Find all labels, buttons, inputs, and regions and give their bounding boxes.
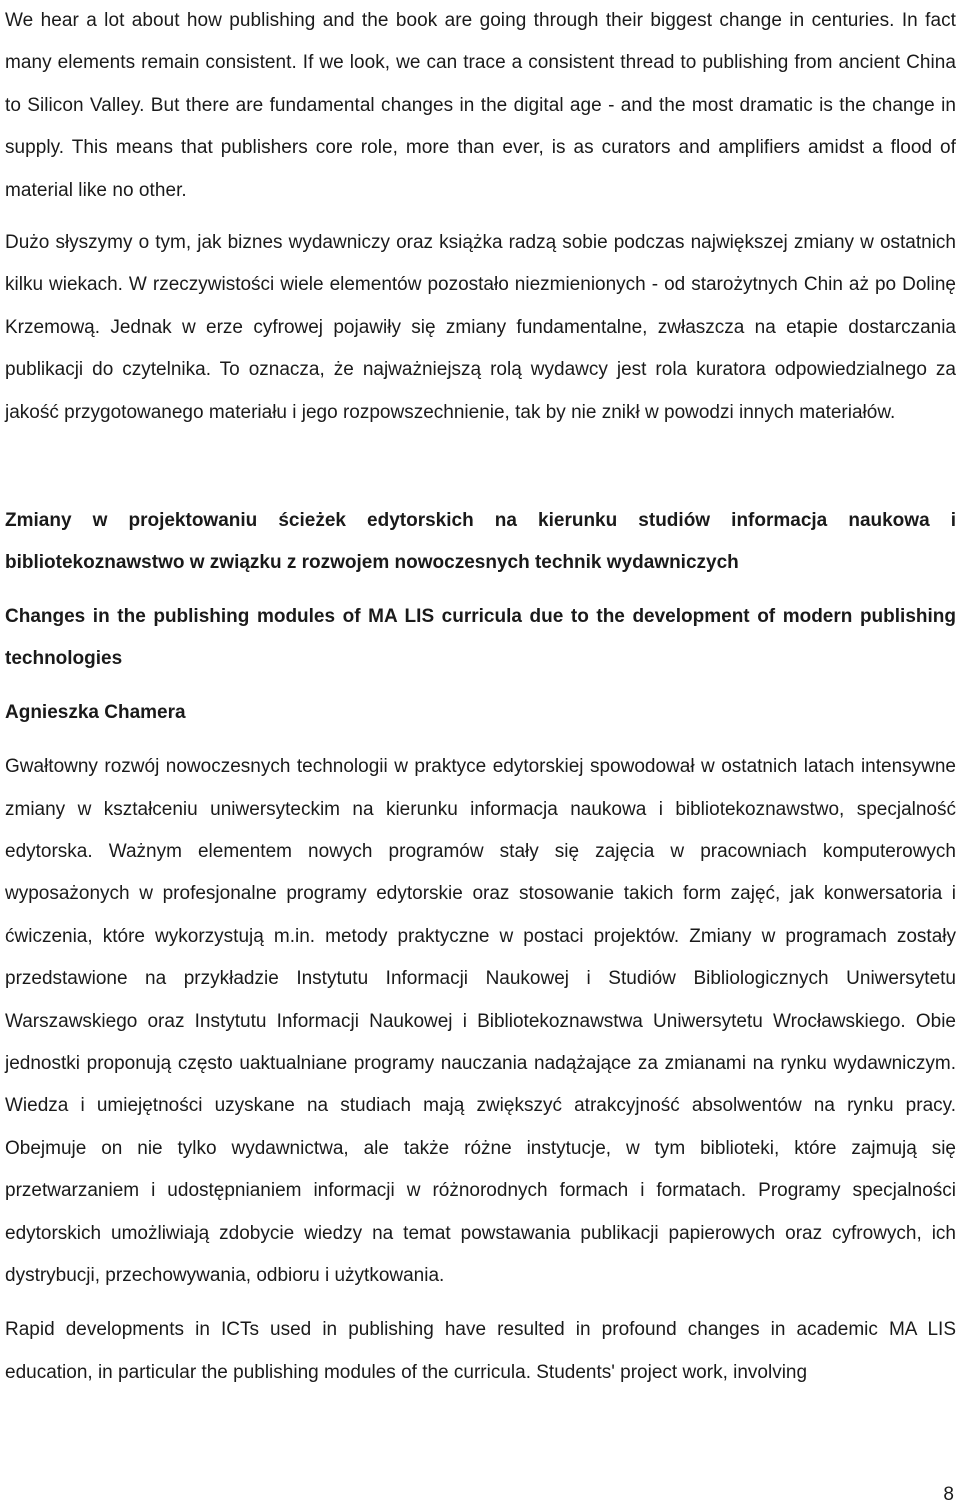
- article-title-polish: Zmiany w projektowaniu ścieżek edytorskich na kierunku studiów informacja naukowa i bibliotekoznawstwo w związku z rozwojem nowoczesnych technik wydawniczych: [5, 510, 956, 574]
- abstract-english-paragraph: Rapid developments in ICTs used in publishing have resulted in profound changes in academic MA LIS education, in particular the publishing modules of the curricula. Students' project work, involving: [5, 1319, 956, 1383]
- intro-polish-paragraph: Dużo słyszymy o tym, jak biznes wydawniczy oraz książka radzą sobie podczas największej zmiany w ostatnich kilku wiekach. W rzeczywistości wiele elementów pozostało niezmienionych - od starożytnych Chin aż po Dolinę Krzemową. Jednak w erze cyfrowej pojawiły się zmiany fundamentalne, zwłaszcza na etapie dostarczania publikacji do czytelnika. To oznacza, że najważniejszą rolą wydawcy jest rola kuratora odpowiedzialnego za jakość przygotowanego materiału i jego rozpowszechnienie, tak by nie znikł w powodzi innych materiałów.: [5, 232, 956, 423]
- document-page: [5, 0, 956, 1394]
- article-title-english: Changes in the publishing modules of MA LIS curricula due to the development of modern publishing technologies: [5, 605, 956, 670]
- intro-english-paragraph: We hear a lot about how publishing and the book are going through their biggest change in centuries. In fact many elements remain consistent. If we look, we can trace a consistent thread to publishing from ancient China to Silicon Valley. But there are fundamental changes in the digital age - and the most dramatic is the change in supply. This means that publishers core role, more than ever, is as curators and amplifiers amidst a flood of material like no other.: [5, 10, 956, 201]
- section-spacer: [5, 434, 956, 500]
- page-number: 8: [943, 1484, 954, 1505]
- article-author: Agnieszka Chamera: [5, 701, 186, 723]
- abstract-polish-paragraph: Gwałtowny rozwój nowoczesnych technologii w praktyce edytorskiej spowodował w ostatnich latach intensywne zmiany w kształceniu uniwersyteckim na kierunku informacja naukowa i bibliotekoznawstwo, specjalność edytorska. Ważnym elementem nowych programów stały się zajęcia w pracowniach komputerowych wyposażonych w profesjonalne programy edytorskie oraz stosowanie takich form zajęć, jak konwersatoria i ćwiczenia, które wykorzystują m.in. metody praktyczne w postaci projektów. Zmiany w programach zostały przedstawione na przykładzie Instytutu Informacji Naukowej i Studiów Bibliologicznych Uniwersytetu Warszawskiego oraz Instytutu Informacji Naukowej i Bibliotekoznawstwa Uniwersytetu Wrocławskiego. Obie jednostki proponują często uaktualniane programy nauczania nadążające za zmianami na rynku wydawniczym. Wiedza i umiejętności uzyskane na studiach mają zwiększyć atrakcyjność absolwentów na rynku pracy. Obejmuje on nie tylko wydawnictwa, ale także różne instytucje, w tym biblioteki, które zajmują się przetwarzaniem i udostępnianiem informacji w różnorodnych formach i formatach. Programy specjalności edytorskich umożliwiają zdobycie wiedzy na temat powstawania publikacji papierowych oraz cyfrowych, ich dystrybucji, przechowywania, odbioru i użytkowania.: [5, 756, 956, 1286]
- paragraph-spacer: [5, 212, 956, 222]
- title-spacer: [5, 585, 956, 596]
- author-spacer: [5, 681, 956, 692]
